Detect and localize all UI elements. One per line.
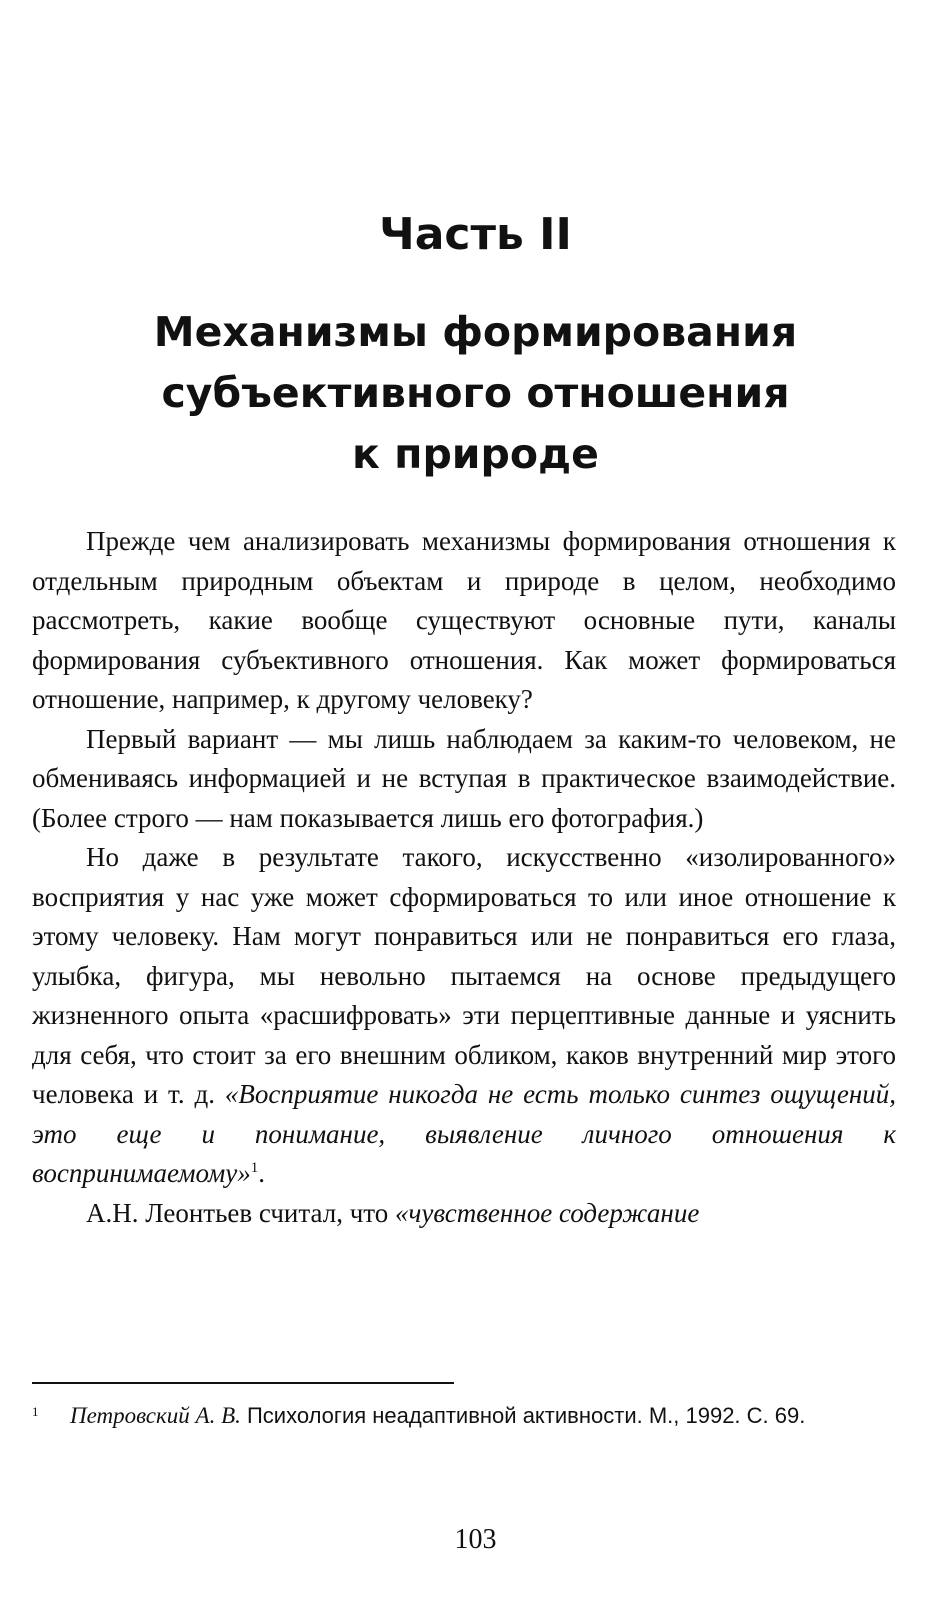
footnote-author: Петровский А. В.: [70, 1403, 241, 1428]
footnote: [32, 1398, 896, 1434]
paragraph-1: Прежде чем анализировать механизмы формирования отношения к отдельным природным объектам и природе в целом, необходимо рассмотреть, какие вообще существуют основные пути, каналы формирования субъективного отношения. Как может формироваться отношение, например, к другому человеку?: [32, 526, 896, 714]
leontiev-quote: «чувственное содержание: [394, 1197, 700, 1228]
footnote-reference[interactable]: 1: [250, 1160, 259, 1176]
chapter-title-line-2: субъективного отношения: [161, 369, 790, 417]
footnote-body: [32, 1398, 896, 1434]
part-title: Часть II: [379, 209, 572, 260]
footnote-text: Психология неадаптивной активности. М., 1992. С. 69.: [240, 1403, 806, 1428]
paragraph-3-end: .: [258, 1158, 265, 1188]
paragraph-3: [32, 838, 896, 1194]
paragraph-4: [32, 1194, 896, 1234]
footnote-mark: 1: [32, 1404, 39, 1419]
paragraph-2: Первый вариант — мы лишь наблюдаем за каким-то человеком, не обмениваясь информацией и не вступая в практическое взаимодействие. (Более строго — нам показывается лишь его фотография.): [32, 723, 896, 833]
chapter-title: [60, 302, 891, 485]
paragraph-3-text: Но даже в результате такого, искусственно «изолированного» восприятия у нас уже может сформироваться то или иное отношение к этому человеку. Нам могут понравиться или не понравиться его глаза, улыбка, фигура, мы невольно пытаемся на основе предыдущего жизненного опыта «расшифровать» эти перцептивные данные и уяснить для себя, что стоит за его внешним обликом, каков внутренний мир этого человека и т. д.: [32, 842, 896, 1109]
paragraph-4-text: А.Н. Леонтьев считал, что: [86, 1197, 395, 1228]
perception-quote: «Восприятие никогда не есть только синтез ощущений, это еще и понимание, выявление личного отношения к воспринимаемому»: [32, 1079, 896, 1188]
footnote-divider: [32, 1382, 454, 1384]
page-number: 103: [454, 1524, 497, 1555]
body-text: [32, 522, 896, 1233]
chapter-title-line-3: к природе: [352, 430, 599, 478]
chapter-title-line-1: Механизмы формирования: [153, 308, 798, 356]
